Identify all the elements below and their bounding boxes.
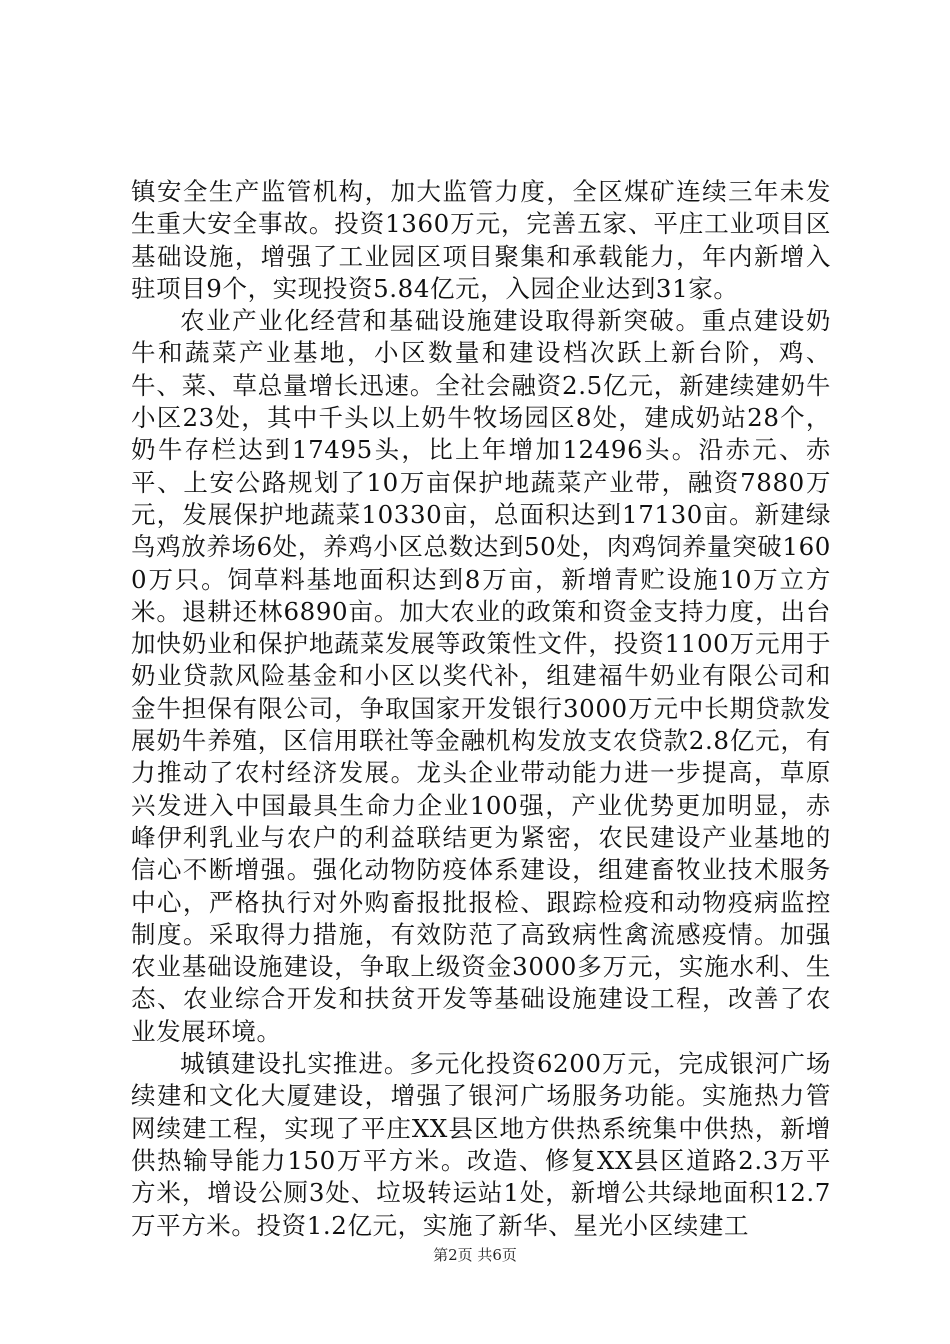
document-body — [131, 176, 831, 1242]
page-footer: 第2页 共6页 — [433, 1246, 517, 1264]
paragraph-continued: 镇安全生产监管机构，加大监管力度，全区煤矿连续三年未发生重大安全事故。投资1360万元，完善五家、平庄工业项目区基础设施，增强了工业园区项目聚集和承载能力，年内新增入驻项目9个，实现投资5.84亿元，入园企业达到31家。 — [131, 177, 831, 303]
paragraph-agriculture: 农业产业化经营和基础设施建设取得新突破。重点建设奶牛和蔬菜产业基地，小区数量和建设档次跃上新台阶，鸡、牛、菜、草总量增长迅速。全社会融资2.5亿元，新建续建奶牛小区23处，其中千头以上奶牛牧场园区8处，建成奶站28个，奶牛存栏达到17495头，比上年增加12496头。沿赤元、赤平、上安公路规划了10万亩保护地蔬菜产业带，融资7880万元，发展保护地蔬菜10330亩，总面积达到17130亩。新建绿鸟鸡放养场6处，养鸡小区总数达到50处，肉鸡饲养量突破1600万只。饲草料基地面积达到8万亩，新增青贮设施10万立方米。退耕还林6890亩。加大农业的政策和资金支持力度，出台加快奶业和保护地蔬菜发展等政策性文件，投资1100万元用于奶业贷款风险基金和小区以奖代补，组建福牛奶业有限公司和金牛担保有限公司，争取国家开发银行3000万元中长期贷款发展奶牛养殖，区信用联社等金融机构发放支农贷款2.8亿元，有力推动了农村经济发展。龙头企业带动能力进一步提高，草原兴发进入中国最具生命力企业100强，产业优势更加明显，赤峰伊利乳业与农户的利益联结更为紧密，农民建设产业基地的信心不断增强。强化动物防疫体系建设，组建畜牧业技术服务中心，严格执行对外购畜报批报检、跟踪检疫和动物疫病监控制度。采取得力措施，有效防范了高致病性禽流感疫情。加强农业基础设施建设，争取上级资金3000多万元，实施水利、生态、农业综合开发和扶贫开发等基础设施建设工程，改善了农业发展环境。 — [131, 306, 831, 1046]
paragraph-urban-construction: 城镇建设扎实推进。多元化投资6200万元，完成银河广场续建和文化大厦建设，增强了银河广场服务功能。实施热力管网续建工程，实现了平庄XX县区地方供热系统集中供热，新增供热输导能力150万平方米。改造、修复XX县区道路2.3万平方米，增设公厕3处、垃圾转运站1处，新增公共绿地面积12.7万平方米。投资1.2亿元，实施了新华、星光小区续建工 — [131, 1049, 831, 1240]
